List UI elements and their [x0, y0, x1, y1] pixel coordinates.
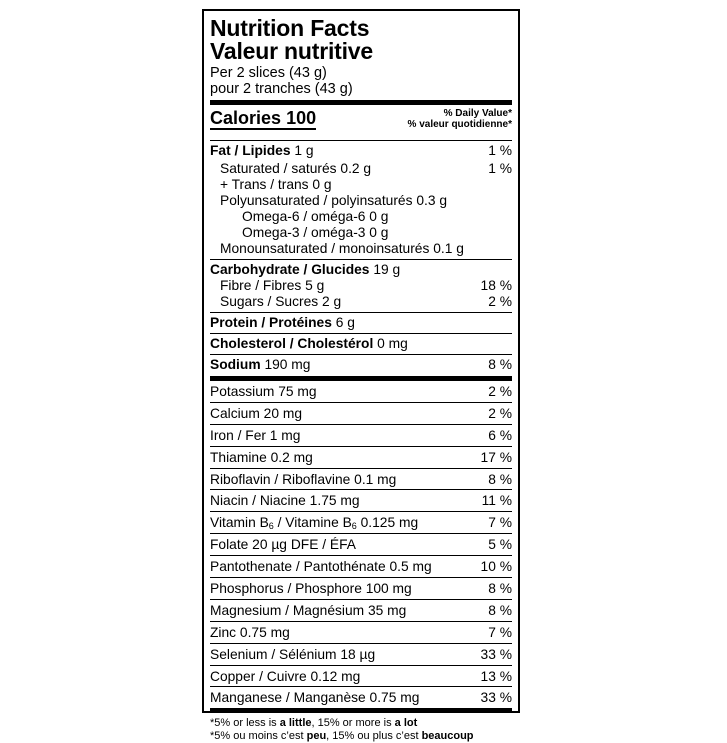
vitamin-pct: 2 %	[488, 405, 512, 421]
vitamin-pct: 8 %	[488, 580, 512, 596]
mono-row	[210, 241, 512, 257]
vitamin-pct: 7 %	[488, 624, 512, 640]
footnote	[210, 713, 512, 743]
vitamin-label: Potassium 75 mg	[210, 383, 317, 399]
vitamin-pct: 7 %	[488, 515, 512, 531]
fat-block	[210, 141, 512, 259]
vitamin-pct: 8 %	[488, 471, 512, 487]
vitamin-label: Riboflavin / Riboflavine 0.1 mg	[210, 471, 397, 487]
list-item	[210, 687, 512, 708]
list-item	[210, 512, 512, 534]
title-fr: Valeur nutritive	[210, 38, 373, 64]
list-item	[210, 556, 512, 578]
list-item	[210, 622, 512, 644]
poly-label: Polyunsaturated / polyinsaturés 0.3 g	[220, 193, 448, 208]
footnote-en: *5% or less is a little, 15% or more is a lot	[210, 717, 418, 730]
poly-row	[210, 193, 512, 209]
saturated-label: Saturated / saturés 0.2 g	[220, 161, 372, 176]
list-item	[210, 490, 512, 512]
saturated-row	[210, 161, 512, 177]
protein-row	[210, 315, 512, 331]
vitamin-label: Calcium 20 mg	[210, 405, 303, 421]
omega3-label: Omega-3 / oméga-3 0 g	[242, 225, 389, 240]
vitamin-label: Iron / Fer 1 mg	[210, 427, 301, 443]
cholesterol-block	[210, 334, 512, 354]
list-item	[210, 644, 512, 666]
vitamin-label: Copper / Cuivre 0.12 mg	[210, 668, 361, 684]
sodium-pct: 8 %	[488, 357, 512, 372]
vitamin-pct: 6 %	[488, 427, 512, 443]
carb-block	[210, 260, 512, 312]
vitamin-list	[210, 381, 512, 708]
vitamin-label: Manganese / Manganèse 0.75 mg	[210, 690, 420, 706]
serving-fr: pour 2 tranches (43 g)	[210, 81, 353, 97]
list-item	[210, 425, 512, 447]
sodium-block	[210, 355, 512, 375]
protein-block	[210, 313, 512, 333]
dv-fr: % valeur quotidienne*	[407, 119, 512, 130]
fat-row	[210, 143, 512, 159]
carb-label: Carbohydrate / Glucides	[210, 262, 370, 277]
omega6-row	[210, 209, 512, 225]
fat-label: Fat / Lipides	[210, 143, 291, 158]
fat-amount: 1 g	[294, 143, 314, 158]
calories-label: Calories	[210, 108, 282, 128]
fibre-pct: 18 %	[480, 278, 512, 293]
vitamin-pct: 2 %	[488, 383, 512, 399]
daily-value-header	[408, 108, 512, 130]
vitamin-pct: 8 %	[488, 602, 512, 618]
carb-row	[210, 262, 512, 278]
protein-label: Protein / Protéines	[210, 315, 332, 330]
omega3-row	[210, 225, 512, 241]
fibre-row	[210, 278, 512, 294]
list-item	[210, 403, 512, 425]
list-item	[210, 381, 512, 403]
list-item	[210, 600, 512, 622]
carb-amount: 19 g	[373, 262, 401, 277]
vitamin-pct: 11 %	[481, 493, 512, 509]
trans-row	[210, 177, 512, 193]
footnote-fr: *5% ou moins c’est peu, 15% ou plus c’est beaucoup	[210, 730, 474, 743]
list-item	[210, 666, 512, 688]
fibre-label: Fibre / Fibres 5 g	[220, 278, 325, 293]
calories-value: 100	[286, 108, 317, 128]
vitamin-label: Folate 20 µg DFE / ÉFA	[210, 537, 356, 553]
sodium-row	[210, 357, 512, 373]
cholesterol-amount: 0 mg	[377, 336, 408, 351]
cholesterol-label: Cholesterol / Cholestérol	[210, 336, 374, 351]
fat-pct: 1 %	[488, 143, 512, 158]
list-item	[210, 578, 512, 600]
list-item	[210, 447, 512, 469]
mono-label: Monounsaturated / monoinsaturés 0.1 g	[220, 241, 464, 256]
vitamin-label: Magnesium / Magnésium 35 mg	[210, 602, 407, 618]
vitamin-pct: 10 %	[480, 559, 512, 575]
trans-label: + Trans / trans 0 g	[220, 177, 332, 192]
vitamin-pct: 5 %	[488, 537, 512, 553]
nutrition-facts-panel	[202, 9, 520, 743]
vitamin-pct: 33 %	[480, 690, 512, 706]
saturated-pct: 1 %	[488, 161, 512, 176]
vitamin-pct: 33 %	[480, 646, 512, 662]
calories-row	[210, 105, 512, 140]
title-en: Nutrition Facts	[210, 15, 370, 41]
sugars-row	[210, 294, 512, 310]
vitamin-label: Niacin / Niacine 1.75 mg	[210, 493, 360, 509]
calories-text	[210, 108, 316, 130]
vitamin-pct: 13 %	[480, 668, 512, 684]
vitamin-label: Selenium / Sélénium 18 µg	[210, 646, 376, 662]
dv-en: % Daily Value*	[443, 108, 512, 119]
vitamin-label: Thiamine 0.2 mg	[210, 449, 313, 465]
sugars-label: Sugars / Sucres 2 g	[220, 294, 342, 309]
sodium-label: Sodium	[210, 357, 261, 372]
vitamin-label: Phosphorus / Phosphore 100 mg	[210, 580, 412, 596]
serving-en: Per 2 slices (43 g)	[210, 65, 327, 81]
vitamin-pct: 17 %	[480, 449, 512, 465]
vitamin-label: Vitamin $B_6$ / Vitamine $B_6$ 0.125 mg	[210, 515, 419, 532]
cholesterol-row	[210, 336, 512, 352]
vitamin-label: Pantothenate / Pantothénate 0.5 mg	[210, 559, 432, 575]
omega6-label: Omega-6 / oméga-6 0 g	[242, 209, 389, 224]
protein-amount: 6 g	[335, 315, 355, 330]
vitamin-label: Zinc 0.75 mg	[210, 624, 290, 640]
sugars-pct: 2 %	[488, 294, 512, 309]
sodium-amount: 190 mg	[264, 357, 311, 372]
list-item	[210, 534, 512, 556]
list-item	[210, 469, 512, 491]
